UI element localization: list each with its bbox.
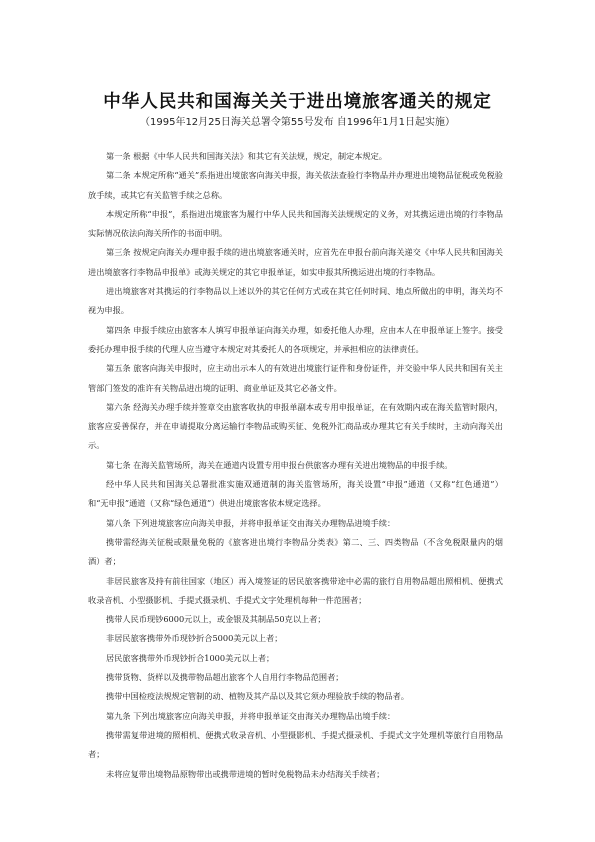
paragraph: 携带货物、货样以及携带物品超出旅客个人自用行李物品范围者； [106, 672, 344, 683]
paragraph: 第六条 经海关办理手续并签章交由旅客收执的申报单副本或专用申报单证，在有效期内或在海关监管时限内，旅客应妥善保存，并在申请提取分离运输行李物品或购买征、免税外汇商品或办理其它有关手续时，主动向海关出示。 [88, 401, 503, 451]
paragraph: 进出境旅客对其携运的行李物品以上述以外的其它任何方式或在其它任何时间、地点所做出的申明，海关均不视为申报。 [88, 286, 503, 316]
paragraph: 第九条 下列出境旅客应向海关申报，并将申报单证交由海关办理物品出境手续： [106, 710, 396, 721]
paragraph: 第二条 本规定所称“通关”系指进出境旅客向海关申报，海关依法查验行李物品并办理进出境物品征税或免税验放手续，或其它有关监管手续之总称。 [88, 170, 503, 200]
paragraph: 居民旅客携带外币现钞折合1000美元以上者； [106, 652, 275, 663]
paragraph: 携带需经海关征税或限量免税的《旅客进出境行李物品分类表》第二、三、四类物品（不含免税限量内的烟酒）者； [88, 536, 503, 567]
paragraph: 非居民旅客携带外币现钞折合5000美元以上者； [106, 633, 283, 644]
paragraph: 携带人民币现钞6000元以上，或金银及其制品50克以上者； [106, 614, 326, 625]
paragraph: 携带中国检疫法规规定管制的动、植物及其产品以及其它须办理验放手续的物品者。 [106, 691, 409, 702]
paragraph: 本规定所称“申报”，系指进出境旅客为履行中华人民共和国海关法规规定的义务，对其携运进出境的行李物品实际情况依法向海关所作的书面申明。 [88, 208, 503, 239]
paragraph: 第一条 根据《中华人民共和国海关法》和其它有关法规，规定，制定本规定。 [106, 151, 387, 161]
paragraph: 第七条 在海关监管场所，海关在通道内设置专用申报台供旅客办理有关进出境物品的申报手续。 [106, 459, 453, 470]
paragraph: 未将应复带出境物品原物带出或携带进境的暂时免税物品未办结海关手续者； [106, 768, 385, 779]
paragraph: 第四条 申报手续应由旅客本人填写申报单证向海关办理，如委托他人办理，应由本人在申报单证上签字。接受委托办理申报手续的代理人应当遵守本规定对其委托人的各项规定，并承担相应的法律责任。 [88, 324, 503, 354]
paragraph: 第三条 按规定向海关办理申报手续的进出境旅客通关时，应首先在申报台前向海关递交《中华人民共和国海关进出境旅客行李物品申报单》或海关规定的其它申报单证，如实申报其所携运进出境的行李物品。 [88, 247, 503, 277]
document-body [88, 147, 503, 784]
paragraph: 第八条 下列进境旅客应向海关申报，并将申报单证交由海关办理物品进境手续： [106, 517, 396, 528]
document-subtitle: （1995年12月25日海关总署令第55号发布 自1996年1月1日起实施） [140, 117, 455, 128]
paragraph: 第五条 旅客向海关申报时，应主动出示本人的有效进出境旅行证件和身份证件，并交验中华人民共和国有关主管部门签发的准许有关物品进出境的证明、商业单证及其它必备文件。 [88, 363, 503, 393]
paragraph: 携带需复带进境的照相机、便携式收录音机、小型摄影机、手提式摄录机、手提式文字处理机等旅行自用物品者； [88, 729, 503, 760]
document-title: 中华人民共和国海关关于进出境旅客通关的规定 [103, 92, 492, 112]
paragraph: 经中华人民共和国海关总署批准实施双通道制的海关监管场所，海关设置“申报”通道（又称“红色通道”）和“无申报”通道（又称“绿色通道”）供进出境旅客依本规定选择。 [88, 479, 503, 509]
paragraph: 非居民旅客及持有前往国家（地区）再入境签证的居民旅客携带途中必需的旅行自用物品超出照相机、便携式收录音机、小型摄影机、手提式摄录机、手提式文字处理机每种一件范围者； [88, 575, 503, 605]
